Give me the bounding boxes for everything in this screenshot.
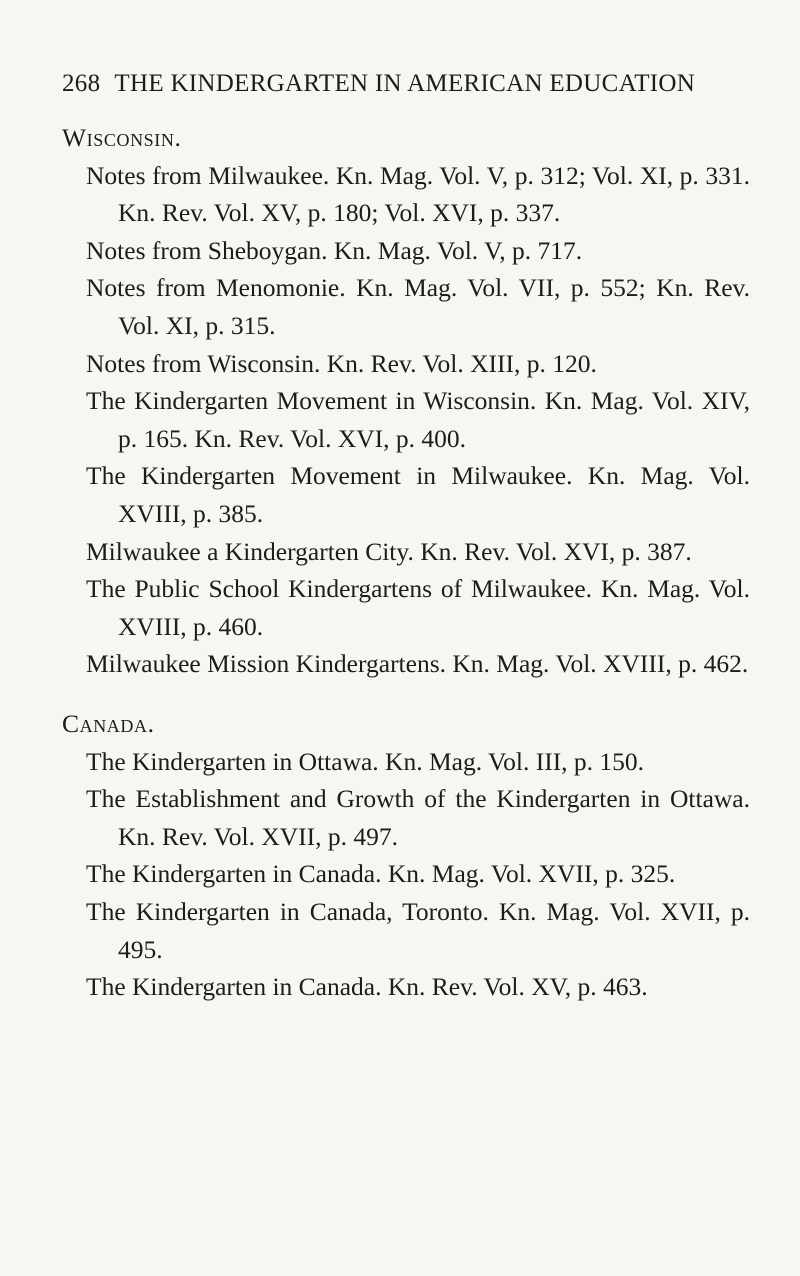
bibliography-entry: The Kindergarten in Canada. Kn. Mag. Vol. XVII, p. 325. <box>86 859 676 889</box>
bibliography-entry: Notes from Milwaukee. Kn. Mag. Vol. V, p. 312; Vol. XI, p. 331. Kn. Rev. Vol. XV, p. 180; Vol. XVI, p. 337. <box>86 160 750 228</box>
section-canada <box>62 705 750 1006</box>
section-wisconsin <box>62 119 750 683</box>
bibliography-entry: The Kindergarten Movement in Wisconsin. Kn. Mag. Vol. XIV, p. 165. Kn. Rev. Vol. XVI, p. 400. <box>86 386 750 453</box>
bibliography-entry: Notes from Sheboygan. Kn. Mag. Vol. V, p. 717. <box>86 235 583 265</box>
bibliography-entry: The Kindergarten in Canada, Toronto. Kn. Mag. Vol. XVII, p. 495. <box>86 896 750 964</box>
bibliography-entry: The Establishment and Growth of the Kindergarten in Ottawa. Kn. Rev. Vol. XVII, p. 497. <box>86 784 750 851</box>
bibliography-entry: Milwaukee Mission Kindergartens. Kn. Mag. Vol. XVIII, p. 462. <box>86 649 749 679</box>
bibliography-entry: Notes from Menomonie. Kn. Mag. Vol. VII, p. 552; Kn. Rev. Vol. XI, p. 315. <box>86 273 750 340</box>
bibliography-entry: The Kindergarten in Canada. Kn. Rev. Vol. XV, p. 463. <box>86 972 648 1002</box>
bibliography-entry: The Kindergarten in Ottawa. Kn. Mag. Vol. III, p. 150. <box>86 746 645 776</box>
page-number: 268 <box>62 70 101 97</box>
running-title: THE KINDERGARTEN IN AMERICAN EDUCATION <box>114 70 696 97</box>
bibliography-entry: Notes from Wisconsin. Kn. Rev. Vol. XIII, p. 120. <box>86 348 597 378</box>
bibliography-entry: Milwaukee a Kindergarten City. Kn. Rev. Vol. XVI, p. 387. <box>86 536 692 566</box>
section-title-wisconsin: Wisconsin. <box>62 123 182 152</box>
bibliography-entry: The Kindergarten Movement in Milwaukee. Kn. Mag. Vol. XVIII, p. 385. <box>86 461 750 528</box>
bibliography-entry: The Public School Kindergartens of Milwaukee. Kn. Mag. Vol. XVIII, p. 460. <box>86 574 750 641</box>
section-title-canada: Canada. <box>62 709 155 738</box>
running-header <box>62 70 750 98</box>
